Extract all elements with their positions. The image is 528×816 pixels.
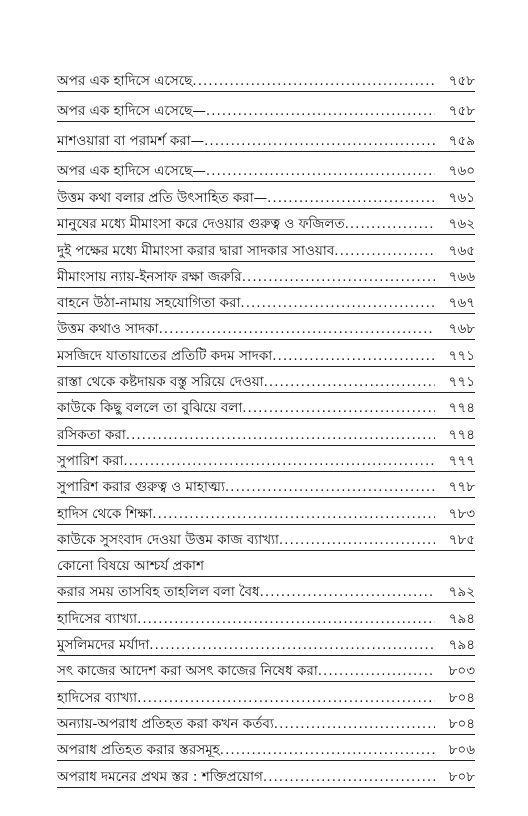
toc-entry-title: উত্তম কথা বলার প্রতি উৎসাহিত করা— — [57, 190, 268, 206]
toc-page-number: ৭৭৭ — [448, 452, 475, 469]
toc-entry — [57, 239, 475, 262]
toc-page-number: ৭৯৪ — [448, 610, 475, 627]
toc-page-number: ৭৬০ — [448, 163, 475, 179]
dot-leader — [204, 132, 435, 151]
toc-entry-title: হাদিসের ব্যাখ্যা — [57, 689, 138, 706]
dot-leader — [318, 662, 435, 681]
toc-entry — [57, 765, 475, 788]
toc-page-number: ৭৭৪ — [448, 400, 475, 417]
dot-leader — [225, 478, 435, 497]
toc-entry-title: মাশওয়ারা বা পরামর্শ করা— — [57, 133, 205, 149]
toc-entry — [57, 66, 475, 92]
toc-entry — [57, 607, 475, 630]
toc-page-number: ৭৯৪ — [448, 637, 475, 654]
dot-leader — [159, 320, 435, 339]
toc-entry — [57, 291, 475, 314]
toc-page-number: ৭৮৫ — [448, 531, 475, 548]
toc-page-number: ৮০৪ — [448, 715, 475, 732]
toc-page-number: ৭৫৯ — [448, 133, 475, 149]
toc-entry — [57, 738, 475, 761]
toc-entry — [57, 212, 475, 235]
dot-leader — [272, 347, 435, 366]
toc-entry — [57, 265, 475, 288]
toc-entry-title: মানুষের মধ্যে মীমাংসা করে দেওয়ার গুরুত্ব ও ফজিলত — [57, 216, 345, 233]
toc-entry-title: অপর এক হাদিসে এসেছে — [57, 73, 193, 89]
dot-leader — [240, 294, 435, 313]
toc-entry — [57, 686, 475, 709]
toc-entry — [57, 370, 475, 393]
dot-leader — [264, 373, 435, 392]
toc-entry-title: সুপারিশ করা — [57, 452, 124, 469]
toc-entry — [57, 633, 475, 656]
toc-entry — [57, 396, 475, 419]
dot-leader — [152, 505, 435, 524]
toc-entry — [57, 554, 475, 577]
toc-entry — [57, 96, 475, 122]
toc-page-number: ৭৫৮ — [448, 73, 475, 89]
dot-leader — [192, 72, 435, 91]
toc-entry — [57, 317, 475, 340]
dot-leader — [206, 102, 435, 121]
toc-page-number: ৭৭৮ — [448, 479, 475, 496]
toc-entry-title: কাউকে সুসংবাদ দেওয়া উত্তম কাজ ব্যাখ্যা — [57, 531, 279, 548]
dot-leader — [334, 242, 435, 261]
toc-entry-title: কাউকে কিছু বললে তা বুঝিয়ে বলা — [57, 400, 243, 417]
toc-entry-title: রসিকতা করা — [57, 426, 126, 443]
dot-leader — [206, 162, 435, 181]
toc-entry — [57, 186, 475, 209]
dot-leader — [260, 583, 435, 602]
toc-entry — [57, 475, 475, 498]
toc-entry — [57, 580, 475, 603]
toc-entry-title: মুসলিমদের মর্যাদা — [57, 637, 150, 654]
toc-page-number: ৭৭১ — [448, 347, 475, 364]
dot-leader — [137, 610, 435, 629]
dot-leader — [123, 452, 435, 471]
toc-entry-title: হাদিস থেকে শিক্ষা — [57, 505, 153, 522]
toc-entry-title: অপর এক হাদিসে এসেছে— — [57, 103, 206, 119]
toc-entry-title: দুই পক্ষের মধ্যে মীমাংসা করার দ্বারা সাদকার সাওয়াব — [57, 242, 335, 259]
dot-leader — [220, 741, 435, 760]
toc-entry-title: রাস্তা থেকে কষ্টদায়ক বস্তু সরিয়ে দেওয়া — [57, 374, 264, 391]
toc-entry — [57, 344, 475, 367]
toc-page-number: ৭৬১ — [448, 190, 475, 206]
toc-entry-title: মসজিদে যাতায়াতের প্রতিটি কদম সাদকা — [57, 347, 273, 364]
toc-entry-title: অপরাধ প্রতিহত করার স্তরসমূহ — [57, 742, 220, 759]
toc-page-number: ৭৬২ — [448, 216, 475, 233]
toc-page-number: ৮০৩ — [448, 663, 475, 680]
dot-leader — [274, 715, 435, 734]
toc-page-number: ৭৬৭ — [448, 295, 475, 312]
toc-entry — [57, 528, 475, 551]
toc-entry — [57, 126, 475, 152]
toc-entry-title: বাহনে উঠা-নামায় সহযোগিতা করা — [57, 295, 241, 312]
dot-leader — [263, 768, 435, 787]
toc-entry — [57, 156, 475, 182]
toc-page-number: ৭৬৫ — [448, 242, 475, 259]
dot-leader — [149, 636, 435, 655]
dot-leader — [126, 426, 435, 445]
toc-entry — [57, 449, 475, 472]
dot-leader — [242, 268, 435, 287]
dot-leader — [204, 575, 435, 576]
toc-entry-title: হাদিসের ব্যাখ্যা — [57, 610, 138, 627]
toc-entry-title: অন্যায়-অপরাধ প্রতিহত করা কখন কর্তব্য — [57, 715, 274, 732]
toc-page-number: ৭৮৩ — [448, 505, 475, 522]
toc-page-number: ৮০৪ — [448, 689, 475, 706]
toc-entry-title: করার সময় তাসবিহ তাহলিল বলা বৈধ — [57, 584, 260, 601]
toc-entry-title: কোনো বিষয়ে আশ্চর্য প্রকাশ — [57, 558, 204, 575]
toc-page-number: ৭৫৮ — [448, 103, 475, 119]
dot-leader — [345, 215, 435, 234]
toc-page-number: ৮০৬ — [448, 742, 475, 759]
toc-page-number: ৭৬৮ — [448, 321, 475, 338]
toc-page-number: ৮০৮ — [448, 768, 475, 785]
toc-page-number: ৭৭১ — [448, 374, 475, 391]
toc-entry-title: সৎ কাজের আদেশ করা অসৎ কাজের নিষেধ করা — [57, 663, 318, 680]
toc-entry-title: উত্তম কথাও সাদকা — [57, 321, 159, 338]
toc-entry — [57, 712, 475, 735]
toc-page-number — [435, 575, 475, 576]
dot-leader — [242, 399, 435, 418]
toc-page-number: ৭৭৪ — [448, 426, 475, 443]
dot-leader — [137, 689, 435, 708]
toc-entry — [57, 423, 475, 446]
toc-page-number: ৭৬৬ — [448, 268, 475, 285]
dot-leader — [267, 189, 435, 208]
toc-entry-title: মীমাংসায় ন্যায়-ইনসাফ রক্ষা জরুরি — [57, 268, 242, 285]
toc-page-number: ৭৯২ — [448, 584, 475, 601]
toc-entry-title: সুপারিশ করার গুরুত্ব ও মাহাত্ম্য — [57, 479, 225, 496]
table-of-contents — [57, 66, 475, 791]
toc-entry — [57, 659, 475, 682]
dot-leader — [279, 531, 435, 550]
toc-entry-title: অপর এক হাদিসে এসেছে— — [57, 163, 206, 179]
toc-entry — [57, 502, 475, 525]
toc-entry-title: অপরাধ দমনের প্রথম স্তর : শক্তিপ্রয়োগ — [57, 768, 263, 785]
